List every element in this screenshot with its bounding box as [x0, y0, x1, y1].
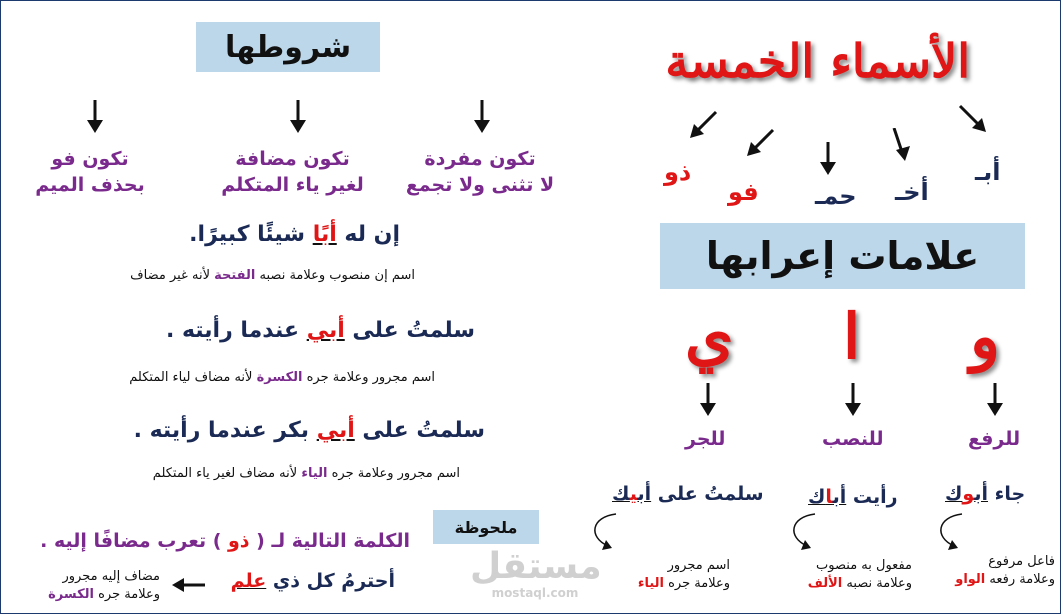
- condition-1: [395, 146, 565, 198]
- mudaf-note-line2: وعلامة جره الكسرة: [48, 587, 160, 602]
- arrow-down-icon: [288, 100, 308, 134]
- condition-2: [205, 146, 380, 198]
- example-2-word: أبي: [306, 318, 345, 343]
- sign-letter-ya: ي: [685, 300, 734, 373]
- example-3-word: أبي: [316, 418, 355, 443]
- five-names-title: الأسماء الخمسة: [665, 34, 970, 88]
- case-raf: للرفع: [968, 428, 1021, 450]
- case-jarr: للجر: [685, 428, 726, 450]
- conditions-title-box: [196, 22, 380, 72]
- name-ham: حمـ: [815, 182, 857, 210]
- arrow-left-icon: [172, 575, 206, 595]
- sign-example-jarr: سلمتُ على أبيك: [612, 483, 764, 505]
- mudaf-note: [25, 568, 160, 604]
- curved-arrow-icon: [785, 512, 825, 552]
- name-akh: أخـ: [895, 178, 929, 206]
- condition-1-line2: لا تثنى ولا تجمع: [405, 174, 555, 196]
- sign-letter-waw: و: [970, 300, 1000, 373]
- arrow-down-icon: [888, 128, 912, 162]
- signs-title-box: [660, 223, 1025, 289]
- condition-2-line2: لغير ياء المتكلم: [221, 174, 364, 196]
- sign-note-raf: فاعل مرفوع وعلامة رفعه الواو: [955, 554, 1055, 587]
- example-1-word: أبًا: [312, 222, 337, 247]
- arrow-down-icon: [472, 100, 492, 134]
- condition-1-line1: تكون مفردة: [424, 148, 536, 170]
- example-1-note: اسم إن منصوب وعلامة نصبه الفتحة لأنه غير مضاف: [130, 268, 415, 283]
- example-2-note: اسم مجرور وعلامة جره الكسرة لأنه مضاف لياء المتكلم: [129, 370, 435, 385]
- sign-note-jarr: اسم مجرور وعلامة جره الياء: [637, 558, 730, 591]
- arrow-down-icon: [85, 100, 105, 134]
- condition-3-line1: تكون فو: [51, 148, 129, 170]
- arrow-down-icon: [698, 383, 718, 417]
- name-ab: أبـ: [975, 158, 1001, 186]
- note-word: ذو: [228, 530, 250, 552]
- name-fu: فو: [728, 178, 759, 206]
- sign-note-nasb: مفعول به منصوب وعلامة نصبه الألف: [807, 558, 912, 591]
- note-label-box: [433, 510, 539, 544]
- arrow-down-right-icon: [958, 104, 988, 134]
- arrow-down-left-icon: [688, 110, 718, 140]
- sign-example-nasb: رأيت أباك: [808, 486, 898, 508]
- respect-sentence: أحترمُ كل ذي علم: [230, 570, 395, 592]
- arrow-down-icon: [843, 383, 863, 417]
- example-3-note: اسم مجرور وعلامة جره الياء لأنه مضاف لغير ياء المتكلم: [152, 466, 460, 481]
- arrow-down-left-icon: [745, 128, 775, 158]
- name-dhu: ذو: [664, 158, 692, 186]
- sign-letter-alif: ا: [843, 300, 861, 373]
- arrow-down-icon: [818, 142, 838, 176]
- conditions-title: شروطها: [224, 29, 352, 65]
- sign-example-raf: جاء أبوك: [945, 483, 1026, 505]
- curved-arrow-icon: [932, 512, 972, 552]
- signs-title: علامات إعرابها: [705, 234, 980, 278]
- watermark-logo: مستقل mostaql.com: [470, 546, 602, 600]
- condition-3-line2: بحذف الميم: [35, 174, 145, 196]
- note-line: الكلمة التالية لـ ( ذو ) تعرب مضافًا إليه .: [40, 530, 410, 552]
- note-label: ملحوظة: [454, 517, 518, 537]
- example-1-sentence: إن له أبًا شيئًا كبيرًا.: [189, 222, 400, 247]
- case-nasb: للنصب: [822, 428, 884, 450]
- condition-2-line1: تكون مضافة: [235, 148, 350, 170]
- arrow-down-icon: [985, 383, 1005, 417]
- example-3-sentence: سلمتُ على أبي بكر عندما رأيته .: [133, 418, 485, 443]
- condition-3: [15, 146, 165, 198]
- respect-word: علم: [230, 570, 267, 592]
- example-2-sentence: سلمتُ على أبي عندما رأيته .: [165, 318, 475, 343]
- mudaf-note-line1: مضاف إليه مجرور: [62, 569, 160, 584]
